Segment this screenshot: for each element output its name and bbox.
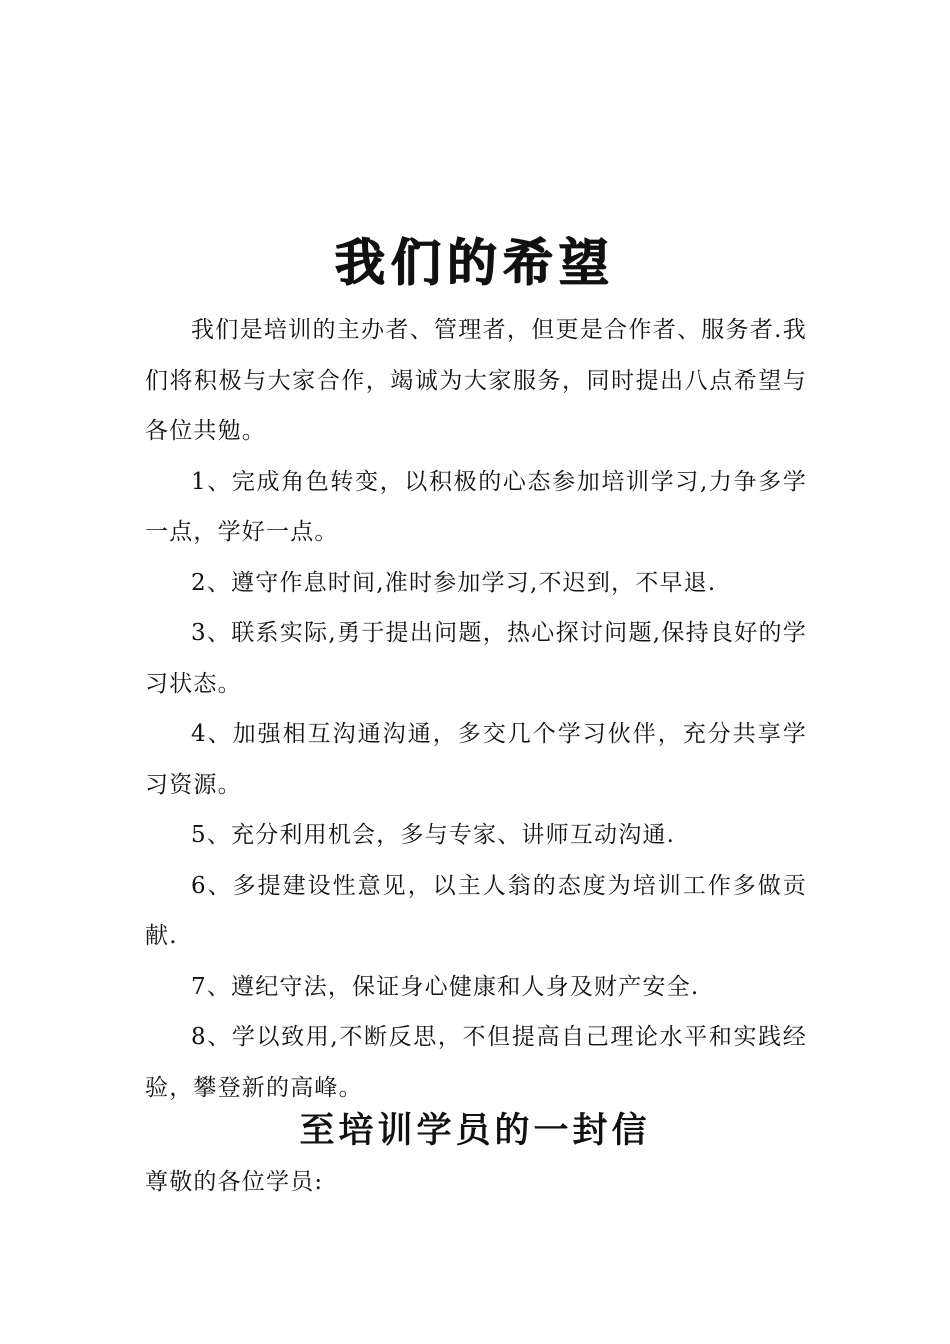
point-6: 6、多提建设性意见，以主人翁的态度为培训工作多做贡献. <box>145 872 807 949</box>
document-body <box>145 305 807 1113</box>
point-7: 7、遵纪守法，保证身心健康和人身及财产安全. <box>191 973 700 1000</box>
point-8: 8、学以致用,不断反思，不但提高自己理论水平和实践经验，攀登新的高峰。 <box>145 1024 807 1101</box>
point-4: 4、加强相互沟通沟通，多交几个学习伙伴，充分共享学习资源。 <box>145 721 807 798</box>
point-3: 3、联系实际,勇于提出问题，热心探讨问题,保持良好的学习状态。 <box>145 620 807 697</box>
salutation: 尊敬的各位学员: <box>145 1169 324 1195</box>
letter-title: 至培训学员的一封信 <box>299 1110 651 1151</box>
point-1: 1、完成角色转变，以积极的心态参加培训学习,力争多学一点，学好一点。 <box>145 468 807 545</box>
intro-paragraph: 我们是培训的主办者、管理者，但更是合作者、服务者.我们将积极与大家合作，竭诚为大家服务，同时提出八点希望与各位共勉。 <box>145 317 807 444</box>
point-2: 2、遵守作息时间,准时参加学习,不迟到，不早退. <box>191 569 717 596</box>
document-title: 我们的希望 <box>335 234 615 292</box>
point-5: 5、充分利用机会，多与专家、讲师互动沟通. <box>191 822 676 848</box>
